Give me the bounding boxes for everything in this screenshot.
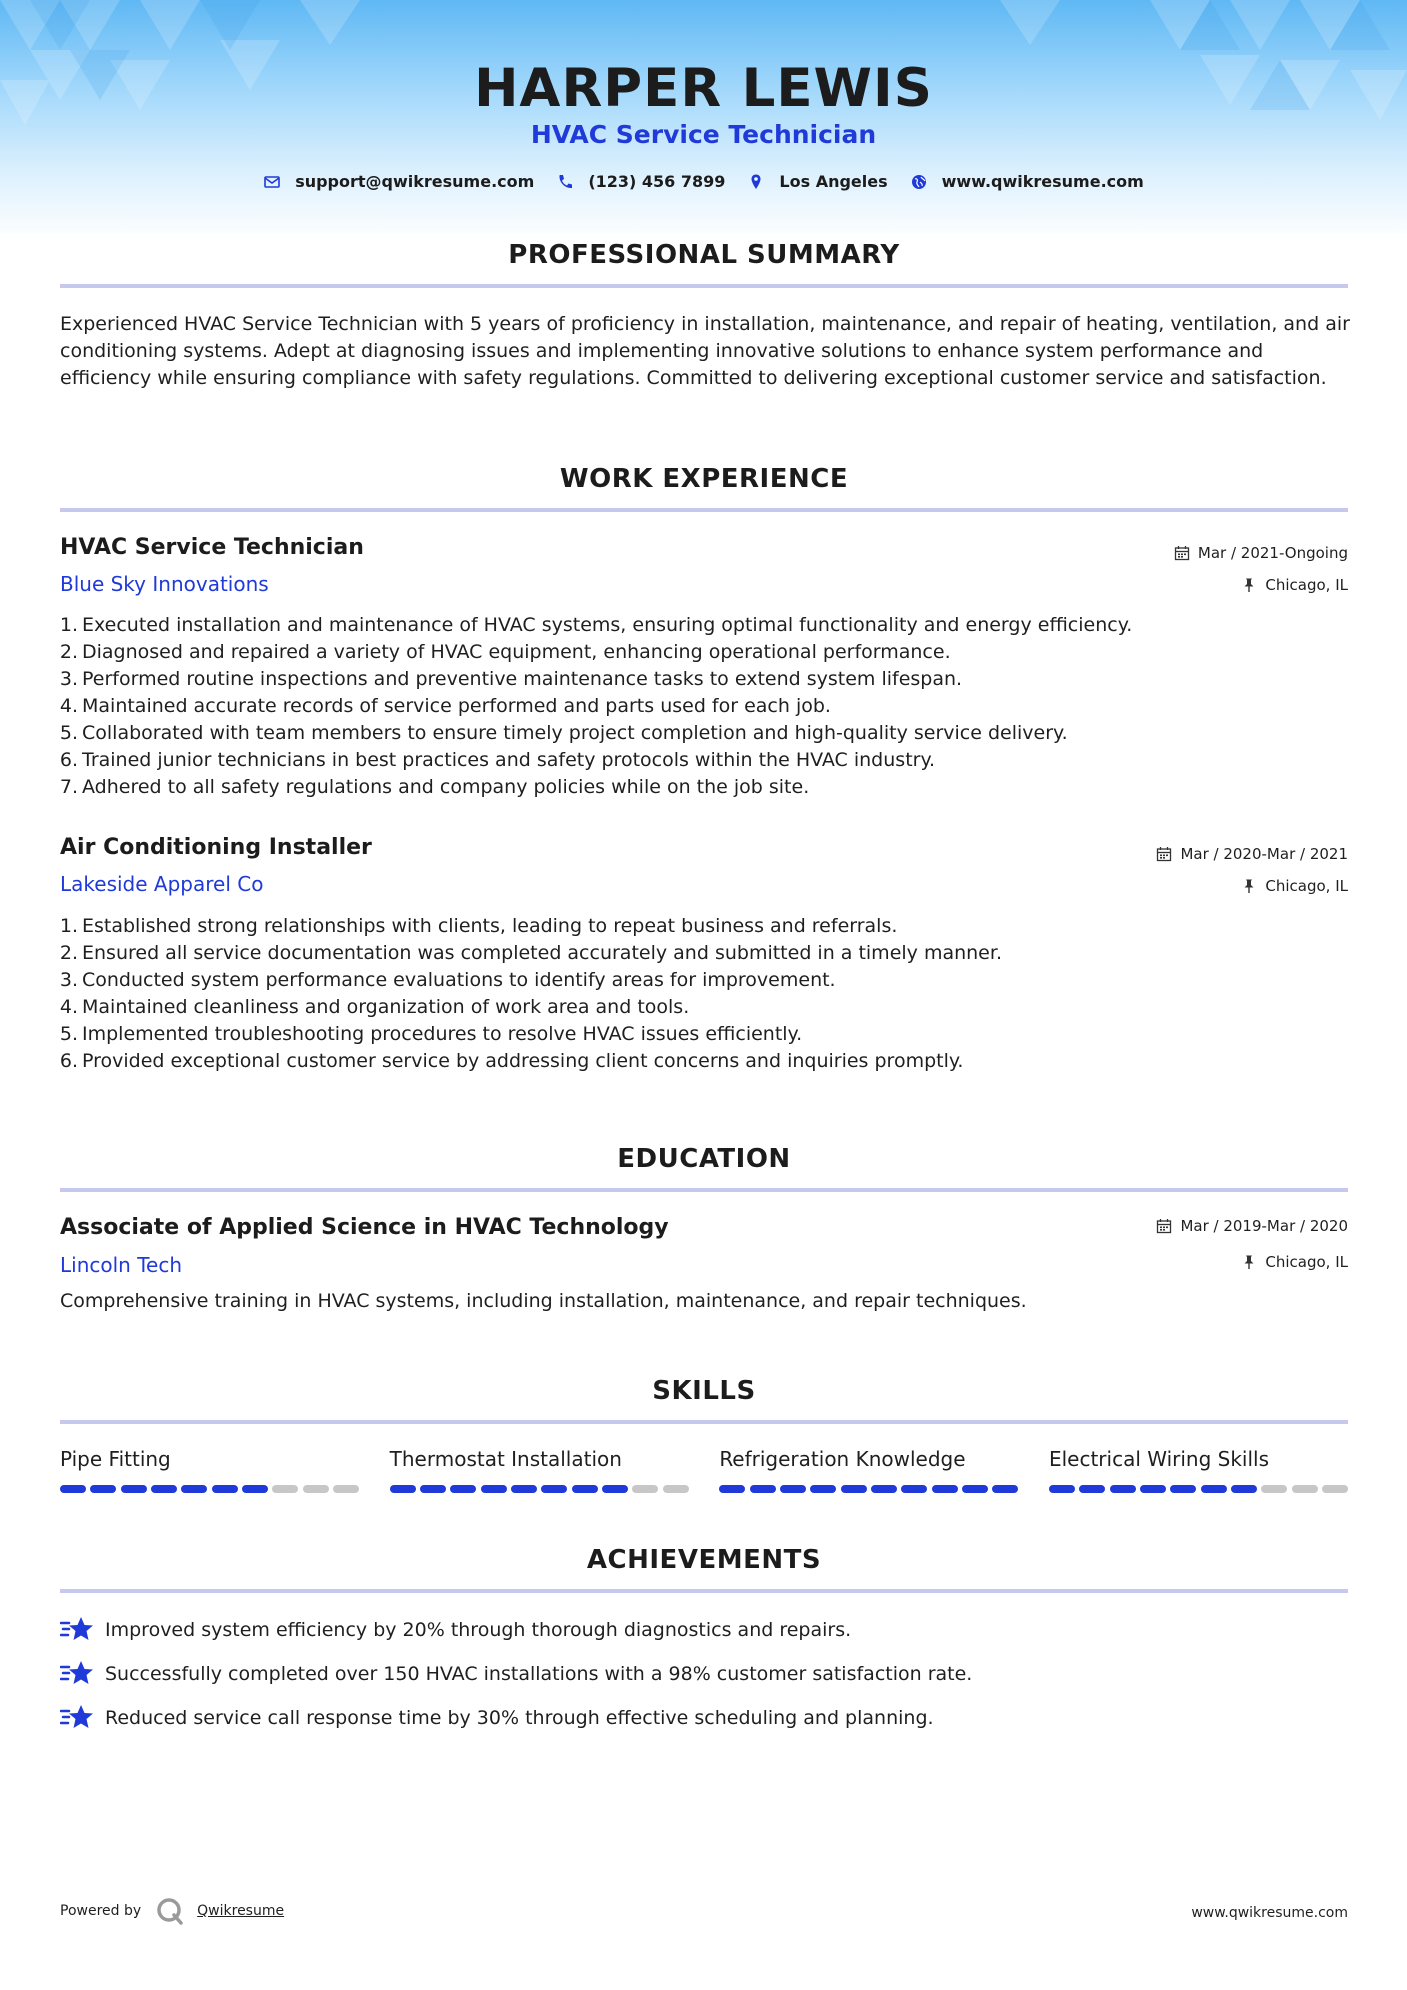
contact-website-text: www.qwikresume.com: [941, 172, 1144, 191]
skill-dot-empty: [303, 1485, 329, 1493]
skill-dot-filled: [1201, 1485, 1227, 1493]
contact-email-text: support@qwikresume.com: [295, 172, 535, 191]
list-item: 6. Provided exceptional customer service by addressing client concerns and inquiries promptly.: [59, 1050, 964, 1072]
skill-dot-filled: [60, 1485, 86, 1493]
skill-dot-empty: [333, 1485, 359, 1493]
skill-dot-filled: [1231, 1485, 1257, 1493]
skill-label: Thermostat Installation: [389, 1447, 622, 1471]
contact-website[interactable]: [910, 172, 1144, 191]
skill-item: [719, 1447, 1018, 1493]
contact-phone[interactable]: [556, 172, 725, 191]
job-responsibilities: [54, 612, 1344, 801]
skill-dot-empty: [1261, 1485, 1287, 1493]
skill-dot-filled: [1110, 1485, 1136, 1493]
skill-dot-filled: [450, 1485, 476, 1493]
school-name: Lincoln Tech: [60, 1253, 182, 1277]
pushpin-icon: [1241, 1254, 1257, 1270]
pushpin-icon: [1241, 878, 1257, 894]
list-item: 3. Conducted system performance evaluations to identify areas for improvement.: [59, 969, 836, 991]
list-item: 5. Collaborated with team members to ensure timely project completion and high-quality service delivery.: [59, 722, 1068, 744]
experience-heading: WORK EXPERIENCE: [559, 464, 849, 494]
skill-label: Electrical Wiring Skills: [1048, 1447, 1270, 1471]
job-location-text: Chicago, IL: [1265, 877, 1348, 895]
star-icon: [60, 1659, 94, 1689]
experience-divider: [60, 508, 1348, 512]
star-icon: [60, 1615, 94, 1645]
skill-dot-filled: [572, 1485, 598, 1493]
phone-icon: [556, 173, 574, 191]
skill-dot-filled: [871, 1485, 897, 1493]
education-heading: EDUCATION: [617, 1144, 791, 1174]
calendar-icon: [1174, 545, 1190, 561]
education-location-text: Chicago, IL: [1265, 1253, 1348, 1271]
list-item: 6. Trained junior technicians in best practices and safety protocols within the HVAC industry.: [59, 749, 936, 771]
skills-heading: SKILLS: [652, 1376, 756, 1406]
list-item: 4. Maintained accurate records of service performed and parts used for each job.: [59, 695, 831, 717]
job-title: Air Conditioning Installer: [60, 835, 372, 860]
candidate-role: HVAC Service Technician: [530, 120, 877, 149]
achievement-item: [60, 1703, 934, 1733]
skills-grid: [60, 1447, 1348, 1493]
job-title: HVAC Service Technician: [60, 535, 364, 560]
education-date-text: Mar / 2019-Mar / 2020: [1180, 1217, 1348, 1235]
map-pin-icon: [747, 173, 765, 191]
qwikresume-logo-icon: [155, 1896, 185, 1926]
achievement-item: [60, 1659, 972, 1689]
skill-dot-filled: [390, 1485, 416, 1493]
job-responsibilities: [54, 913, 1344, 1075]
summary-text: Experienced HVAC Service Technician with 5 years of proficiency in installation, maintenance, and repair of heating, ventilation, and air conditioning systems. Adept at diagnosing issues and implementing innovative solutions to enhance system performance and efficiency while ensuring compliance with safety regulations. Committed to delivering exceptional customer service and satisfaction.: [60, 313, 1350, 389]
skill-dot-filled: [90, 1485, 116, 1493]
skills-divider: [60, 1420, 1348, 1424]
envelope-icon: [263, 173, 281, 191]
skill-dot-filled: [932, 1485, 958, 1493]
skill-dot-empty: [1292, 1485, 1318, 1493]
job-date-text: Mar / 2021-Ongoing: [1197, 544, 1348, 562]
list-item: 1. Established strong relationships with clients, leading to repeat business and referrals.: [59, 915, 898, 937]
globe-icon: [910, 173, 928, 191]
skill-dot-filled: [420, 1485, 446, 1493]
skill-dot-filled: [1170, 1485, 1196, 1493]
achievement-text: Successfully completed over 150 HVAC installations with a 98% customer satisfaction rate.: [105, 1663, 973, 1685]
skill-rating: [1049, 1485, 1348, 1493]
job-location-text: Chicago, IL: [1265, 576, 1348, 594]
skill-item: [1049, 1447, 1348, 1493]
skill-dot-empty: [1322, 1485, 1348, 1493]
skill-dot-filled: [181, 1485, 207, 1493]
skill-dot-filled: [719, 1485, 745, 1493]
skill-dot-filled: [780, 1485, 806, 1493]
degree-title: Associate of Applied Science in HVAC Technology: [60, 1215, 669, 1240]
skill-dot-filled: [750, 1485, 776, 1493]
skill-dot-filled: [841, 1485, 867, 1493]
education-description: Comprehensive training in HVAC systems, including installation, maintenance, and repair techniques.: [60, 1290, 1027, 1312]
skill-rating: [60, 1485, 359, 1493]
skill-label: Pipe Fitting: [60, 1447, 171, 1471]
footer-website[interactable]: www.qwikresume.com: [1191, 1905, 1348, 1921]
skill-item: [390, 1447, 689, 1493]
skill-dot-filled: [962, 1485, 988, 1493]
job-company: Lakeside Apparel Co: [60, 872, 264, 896]
achievement-item: [60, 1615, 851, 1645]
summary-divider: [60, 284, 1348, 288]
skill-dot-filled: [212, 1485, 238, 1493]
list-item: 1. Executed installation and maintenance of HVAC systems, ensuring optimal functionality and energy efficiency.: [59, 614, 1133, 636]
list-item: 4. Maintained cleanliness and organization of work area and tools.: [59, 996, 690, 1018]
skill-rating: [719, 1485, 1018, 1493]
contact-phone-text: (123) 456 7899: [588, 172, 726, 191]
education-location: [1241, 1253, 1348, 1271]
skill-dot-filled: [151, 1485, 177, 1493]
skill-dot-filled: [901, 1485, 927, 1493]
calendar-icon: [1156, 1218, 1172, 1234]
skill-dot-filled: [541, 1485, 567, 1493]
skill-dot-filled: [992, 1485, 1018, 1493]
skill-label: Refrigeration Knowledge: [719, 1447, 966, 1471]
skill-dot-filled: [511, 1485, 537, 1493]
job-location: [1241, 576, 1348, 594]
achievements-heading: ACHIEVEMENTS: [586, 1545, 822, 1575]
skill-dot-filled: [1140, 1485, 1166, 1493]
education-date: [1156, 1217, 1348, 1235]
skill-dot-filled: [481, 1485, 507, 1493]
summary-heading: PROFESSIONAL SUMMARY: [508, 240, 900, 270]
list-item: 7. Adhered to all safety regulations and company policies while on the job site.: [59, 776, 810, 798]
brand-link[interactable]: Qwikresume: [197, 1903, 285, 1919]
powered-by-label: Powered by: [60, 1903, 142, 1919]
skill-dot-empty: [272, 1485, 298, 1493]
skill-dot-empty: [632, 1485, 658, 1493]
pushpin-icon: [1241, 577, 1257, 593]
skill-dot-filled: [242, 1485, 268, 1493]
job-date: [1156, 845, 1348, 863]
skill-dot-filled: [1079, 1485, 1105, 1493]
achievements-divider: [60, 1589, 1348, 1593]
job-date: [1174, 544, 1348, 562]
achievement-text: Reduced service call response time by 30% through effective scheduling and planning.: [105, 1707, 934, 1729]
skill-dot-empty: [663, 1485, 689, 1493]
footer-powered-by: [60, 1896, 284, 1926]
job-company: Blue Sky Innovations: [60, 572, 269, 596]
star-icon: [60, 1703, 94, 1733]
skill-dot-filled: [810, 1485, 836, 1493]
achievement-text: Improved system efficiency by 20% through thorough diagnostics and repairs.: [105, 1619, 852, 1641]
skill-rating: [390, 1485, 689, 1493]
skill-dot-filled: [602, 1485, 628, 1493]
skill-dot-filled: [1049, 1485, 1075, 1493]
job-location: [1241, 877, 1348, 895]
contact-bar: [0, 172, 1407, 191]
skill-item: [60, 1447, 359, 1493]
list-item: 2. Diagnosed and repaired a variety of HVAC equipment, enhancing operational performance.: [59, 641, 951, 663]
candidate-name: HARPER LEWIS: [474, 58, 933, 119]
skill-dot-filled: [121, 1485, 147, 1493]
contact-email[interactable]: [263, 172, 534, 191]
calendar-icon: [1156, 846, 1172, 862]
education-divider: [60, 1188, 1348, 1192]
list-item: 3. Performed routine inspections and preventive maintenance tasks to extend system lifespan.: [59, 668, 963, 690]
job-date-text: Mar / 2020-Mar / 2021: [1180, 845, 1348, 863]
contact-location-text: Los Angeles: [779, 172, 888, 191]
list-item: 2. Ensured all service documentation was completed accurately and submitted in a timely manner.: [59, 942, 1002, 964]
contact-location: [747, 172, 887, 191]
list-item: 5. Implemented troubleshooting procedures to resolve HVAC issues efficiently.: [59, 1023, 803, 1045]
